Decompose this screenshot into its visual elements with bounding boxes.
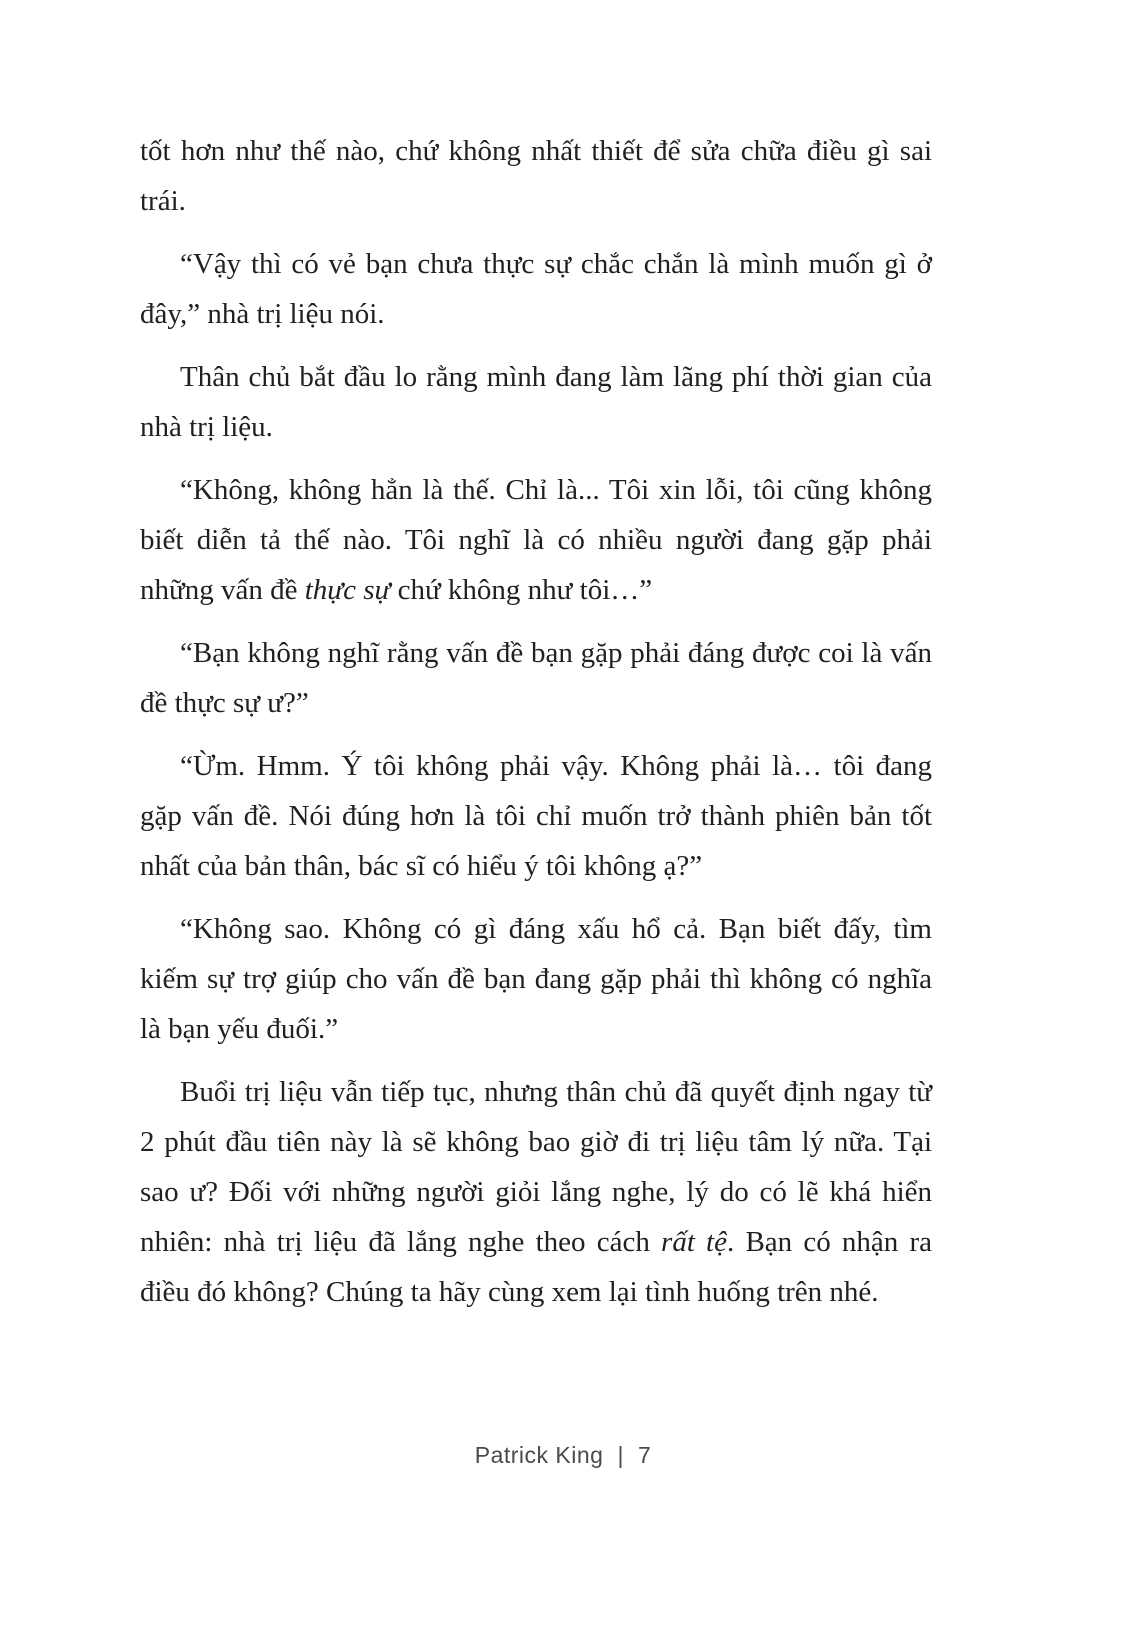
footer-separator: | bbox=[617, 1442, 624, 1468]
text-run: Buổi trị liệu vẫn tiếp tục, nhưng thân chủ đã quyết định ngay từ 2 phút đầu tiên này là sẽ không bao giờ đi trị liệu tâm lý nữa. Tại sao ư? Đối với những người giỏi lắng nghe, lý do có lẽ khá hiển nhiên: nhà trị liệu đã lắng nghe theo cách bbox=[140, 1076, 932, 1258]
footer-page-number: 7 bbox=[637, 1442, 652, 1468]
page-footer bbox=[0, 1442, 1126, 1469]
paragraph bbox=[140, 628, 932, 728]
paragraph bbox=[140, 741, 932, 891]
paragraph bbox=[140, 1067, 932, 1317]
text-run: chứ không như tôi…” bbox=[390, 574, 653, 606]
paragraph bbox=[140, 904, 932, 1054]
paragraph bbox=[140, 465, 932, 615]
text-run: “Không, không hẳn là thế. Chỉ là... Tôi xin lỗi, tôi cũng không biết diễn tả thế nào. Tôi nghĩ là có nhiều người đang gặp phải những vấn đề bbox=[140, 474, 932, 606]
page-body bbox=[140, 126, 932, 1330]
text-run: “Bạn không nghĩ rằng vấn đề bạn gặp phải đáng được coi là vấn đề thực sự ư?” bbox=[140, 637, 932, 719]
footer-author: Patrick King bbox=[474, 1442, 604, 1468]
text-run: “Ừm. Hmm. Ý tôi không phải vậy. Không phải là… tôi đang gặp vấn đề. Nói đúng hơn là tôi chỉ muốn trở thành phiên bản tốt nhất của bản thân, bác sĩ có hiểu ý tôi không ạ?” bbox=[140, 750, 932, 882]
italic-text-run: rất tệ bbox=[661, 1226, 727, 1258]
text-run: . Bạn có nhận ra điều đó không? Chúng ta hãy cùng xem lại tình huống trên nhé. bbox=[140, 1226, 932, 1308]
paragraph bbox=[140, 126, 932, 226]
text-run: Thân chủ bắt đầu lo rằng mình đang làm lãng phí thời gian của nhà trị liệu. bbox=[140, 361, 932, 443]
paragraph bbox=[140, 352, 932, 452]
italic-text-run: thực sự bbox=[304, 574, 391, 606]
paragraph bbox=[140, 239, 932, 339]
text-run: “Không sao. Không có gì đáng xấu hổ cả. Bạn biết đấy, tìm kiếm sự trợ giúp cho vấn đề bạn đang gặp phải thì không có nghĩa là bạn yếu đuối.” bbox=[140, 913, 932, 1045]
text-run: “Vậy thì có vẻ bạn chưa thực sự chắc chắn là mình muốn gì ở đây,” nhà trị liệu nói. bbox=[140, 248, 932, 330]
text-run: tốt hơn như thế nào, chứ không nhất thiết để sửa chữa điều gì sai trái. bbox=[140, 135, 932, 217]
